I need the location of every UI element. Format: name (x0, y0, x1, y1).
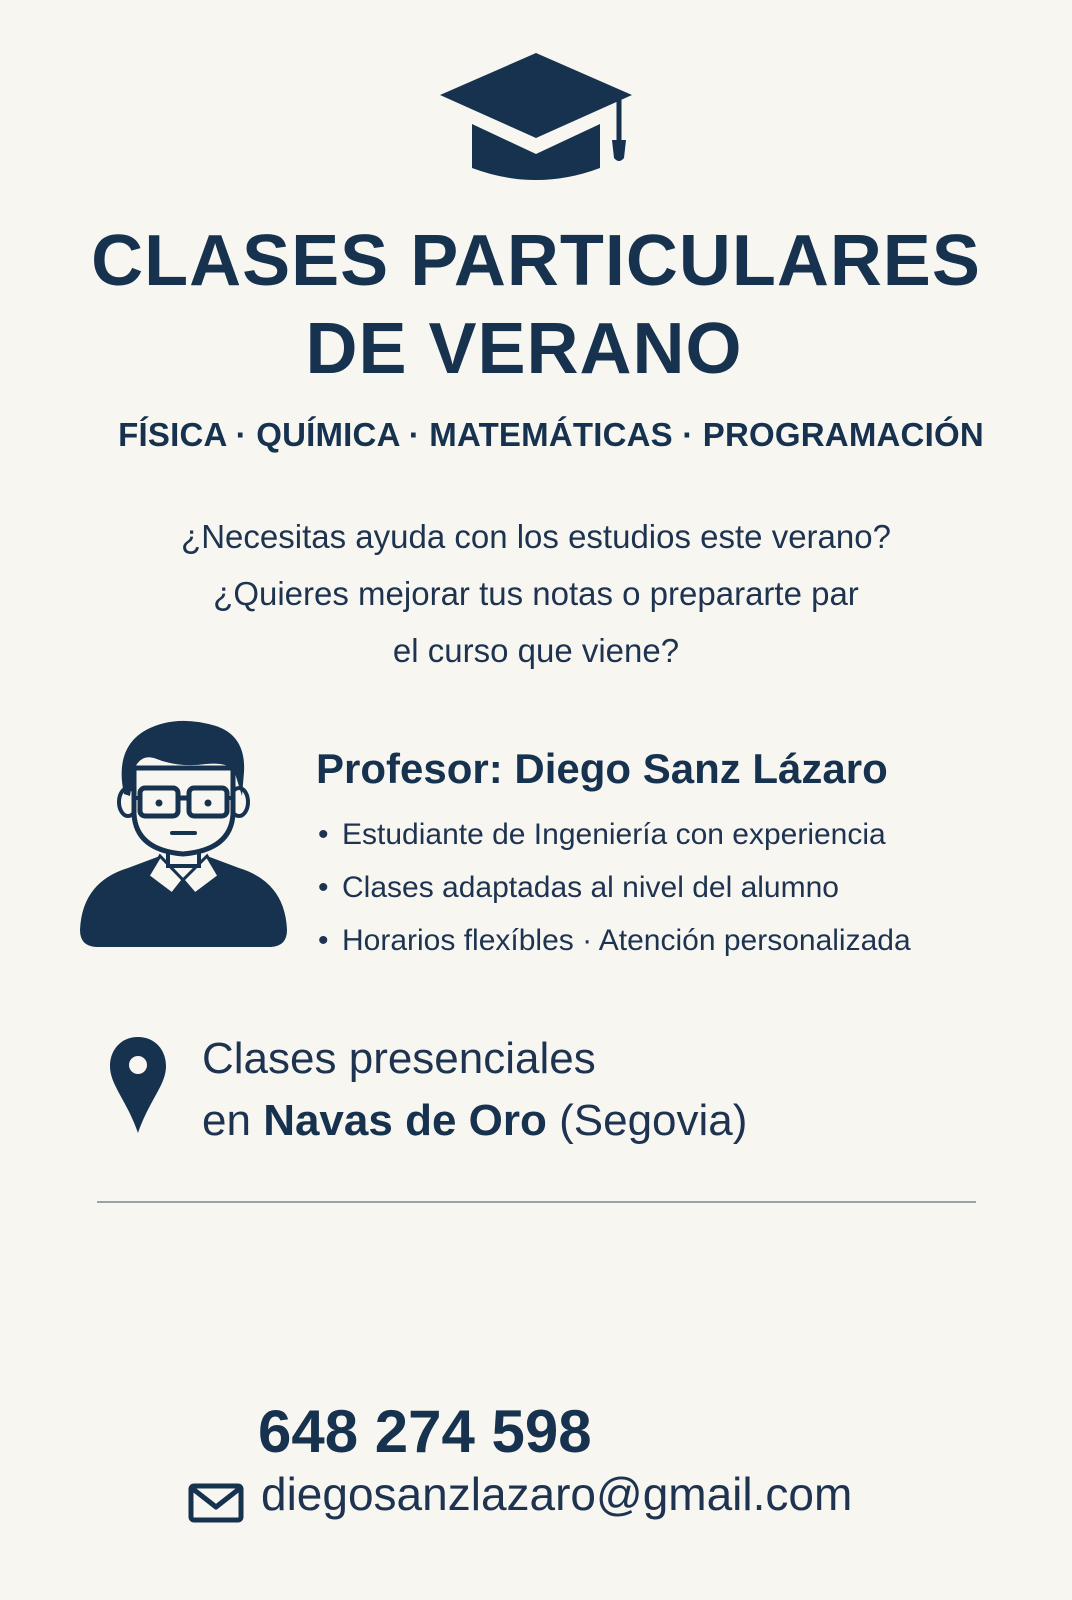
feature-item (318, 871, 839, 905)
location-province: (Segovia) (559, 1096, 748, 1145)
feature-item (318, 818, 886, 852)
location-town: Navas de Oro (263, 1096, 547, 1145)
feature-item (318, 924, 911, 958)
divider (97, 1201, 976, 1203)
title-line-1: CLASES PARTICULARES (91, 221, 981, 301)
intro-line-3: el curso que viene? (392, 632, 680, 669)
intro-line-1: ¿Necesitas ayuda con los estudios este verano? (181, 518, 891, 555)
bullet-icon: • (318, 871, 329, 904)
teacher-avatar-icon (76, 718, 291, 968)
feature-text: Estudiante de Ingeniería con experiencia (342, 818, 886, 851)
location-prefix: en (202, 1096, 251, 1145)
subjects-list: FÍSICA · QUÍMICA · MATEMÁTICAS · PROGRAMACIÓN (118, 416, 984, 453)
graduation-cap-icon (436, 50, 636, 180)
feature-text: Clases adaptadas al nivel del alumno (342, 871, 839, 904)
bullet-icon: • (318, 924, 329, 957)
bullet-icon: • (318, 818, 329, 851)
map-pin-icon (108, 1035, 168, 1135)
phone-number: 648 274 598 (258, 1398, 592, 1465)
location-line-2 (202, 1096, 748, 1145)
location-line-1: Clases presenciales (202, 1034, 596, 1083)
envelope-icon (188, 1483, 244, 1523)
feature-text: Horarios flexíbles · Atención personalizada (342, 924, 911, 957)
teacher-name: Profesor: Diego Sanz Lázaro (316, 745, 888, 792)
intro-line-2: ¿Quieres mejorar tus notas o prepararte par (213, 575, 859, 612)
title-line-2: DE VERANO (305, 309, 743, 389)
email-address: diegosanzlazaro@gmail.com (261, 1468, 853, 1520)
